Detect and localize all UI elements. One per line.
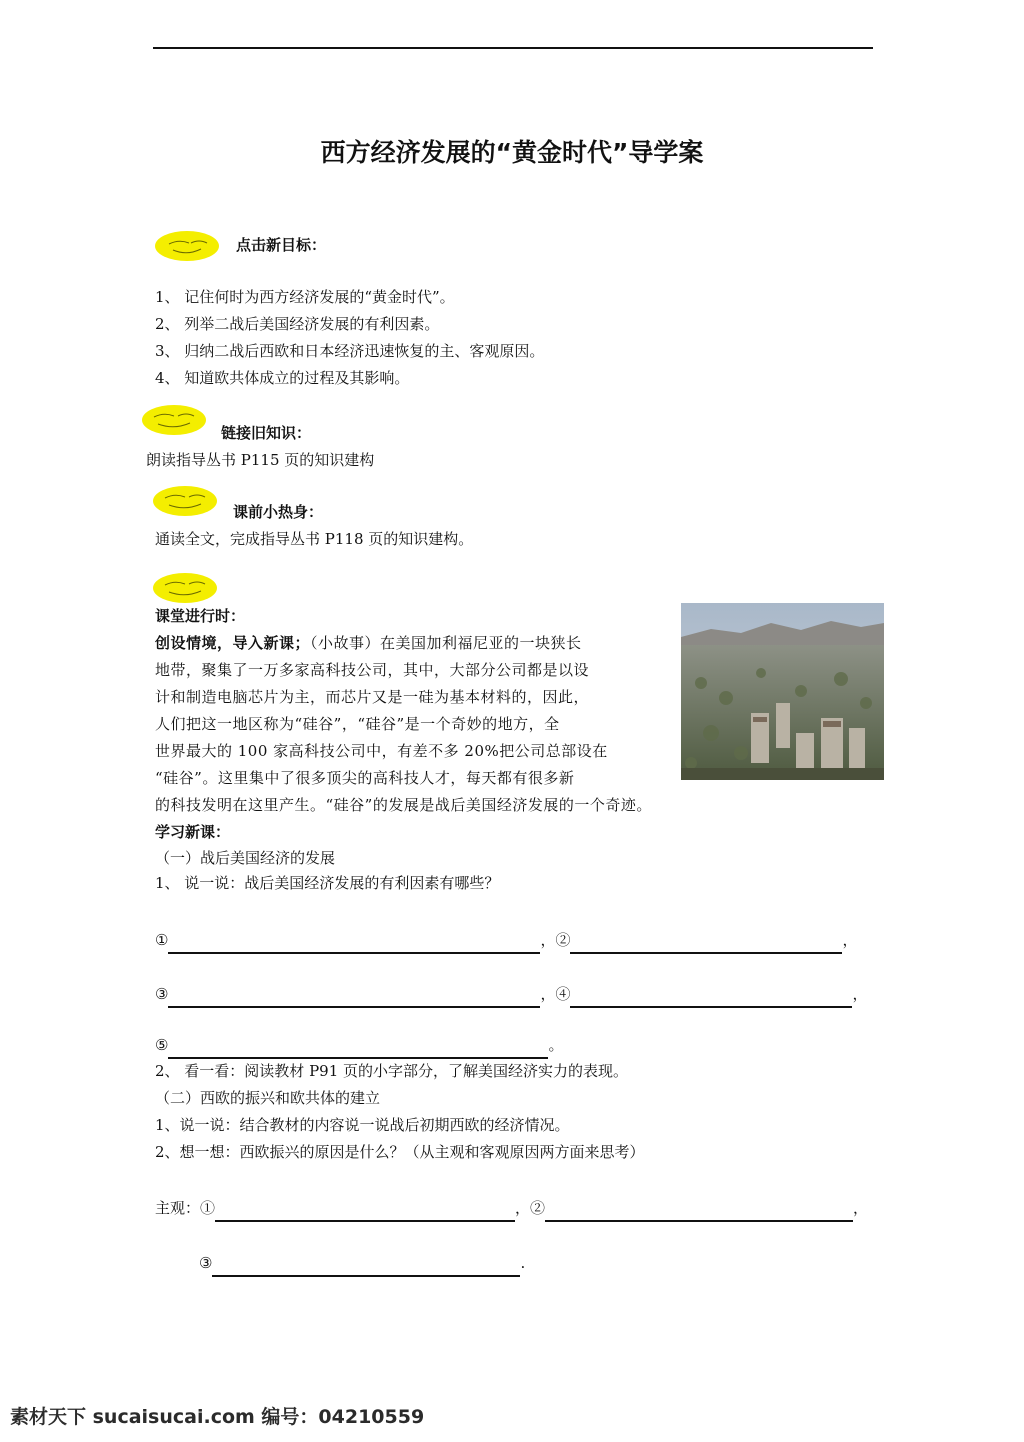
smiley-icon [153, 486, 217, 516]
comma: ， [540, 985, 556, 1003]
circle-2: ② [530, 1199, 546, 1217]
story-text: （小故事）在美国加利福尼亚的一块狭长 [310, 634, 582, 652]
part1-heading: （一）战后美国经济的发展 [155, 849, 336, 867]
subjective-blank-2[interactable] [545, 1202, 853, 1222]
part2-question-2: 2、想一想：西欧振兴的原因是什么？（从主观和客观原因两方面来思考） [155, 1143, 645, 1161]
answer-blank-4[interactable] [570, 988, 852, 1008]
circle-2: ② [555, 931, 571, 949]
period: 。 [548, 1036, 564, 1054]
part2-heading: （二）西欧的振兴和欧共体的建立 [155, 1089, 381, 1107]
page-title: 西方经济发展的“黄金时代”导学案 [320, 138, 704, 167]
subjective-blank-3[interactable] [212, 1257, 520, 1277]
comma: ， [853, 1199, 869, 1217]
new-lesson-heading: 学习新课： [155, 823, 231, 841]
goal-item: 1、 记住何时为西方经济发展的“黄金时代”。 [155, 288, 455, 306]
class-heading: 课堂进行时： [155, 607, 246, 625]
subjective-row-1 [155, 1195, 868, 1222]
answer-blank-2[interactable] [570, 934, 842, 954]
period: . [520, 1254, 526, 1272]
blank-row-3 [155, 1032, 563, 1059]
smiley-icon [155, 231, 219, 261]
circle-5: ⑤ [155, 1036, 169, 1054]
goal-item: 2、 列举二战后美国经济发展的有利因素。 [155, 315, 440, 333]
story-line: 地带，聚集了一万多家高科技公司，其中，大部分公司都是以设 [155, 661, 590, 679]
watermark: 素材天下 sucaisucai.com 编号：04210559 [10, 1406, 425, 1428]
question-2: 2、 看一看：阅读教材 P91 页的小字部分，了解美国经济实力的表现。 [155, 1062, 629, 1080]
goal-item: 4、 知道欧共体成立的过程及其影响。 [155, 369, 410, 387]
link-heading: 链接旧知识： [221, 424, 312, 442]
comma: ， [540, 931, 556, 949]
circle-3: ③ [155, 985, 169, 1003]
answer-blank-3[interactable] [168, 988, 540, 1008]
circle-4: ④ [555, 985, 571, 1003]
smiley-icon [142, 405, 206, 435]
story-lead: 创设情境，导入新课； [155, 634, 311, 652]
comma: ， [842, 931, 858, 949]
subjective-row-2 [199, 1250, 525, 1277]
goals-heading: 点击新目标： [236, 236, 327, 254]
comma: ， [515, 1199, 531, 1217]
circle-3: ③ [199, 1254, 213, 1272]
question-1: 1、 说一说：战后美国经济发展的有利因素有哪些？ [155, 874, 500, 892]
warmup-heading: 课前小热身： [233, 503, 324, 521]
story-line: 人们把这一地区称为“硅谷”，“硅谷”是一个奇妙的地方，全 [155, 715, 560, 733]
story-line: 的科技发明在这里产生。“硅谷”的发展是战后美国经济发展的一个奇迹。 [155, 796, 652, 814]
link-text: 朗读指导丛书 P115 页的知识建构 [146, 451, 375, 469]
circle-1: ① [155, 931, 169, 949]
subjective-label: 主观：① [155, 1199, 216, 1217]
comma: ， [852, 985, 868, 1003]
answer-blank-1[interactable] [168, 934, 540, 954]
story-line: “硅谷”。这里集中了很多顶尖的高科技人才，每天都有很多新 [155, 769, 575, 787]
silicon-valley-photo [681, 603, 884, 780]
warmup-text: 通读全文，完成指导丛书 P118 页的知识建构。 [155, 530, 474, 548]
story-line: 计和制造电脑芯片为主，而芯片又是一硅为基本材料的，因此， [155, 688, 590, 706]
subjective-blank-1[interactable] [215, 1202, 515, 1222]
top-rule [153, 47, 873, 49]
blank-row-1 [155, 927, 858, 954]
blank-row-2 [155, 981, 868, 1008]
part2-question-1: 1、说一说：结合教材的内容说一说战后初期西欧的经济情况。 [155, 1116, 570, 1134]
smiley-icon [153, 573, 217, 603]
answer-blank-5[interactable] [168, 1039, 548, 1059]
goal-item: 3、 归纳二战后西欧和日本经济迅速恢复的主、客观原因。 [155, 342, 545, 360]
story-line-1 [155, 630, 582, 657]
story-line: 世界最大的 100 家高科技公司中，有差不多 20%把公司总部设在 [155, 742, 608, 760]
